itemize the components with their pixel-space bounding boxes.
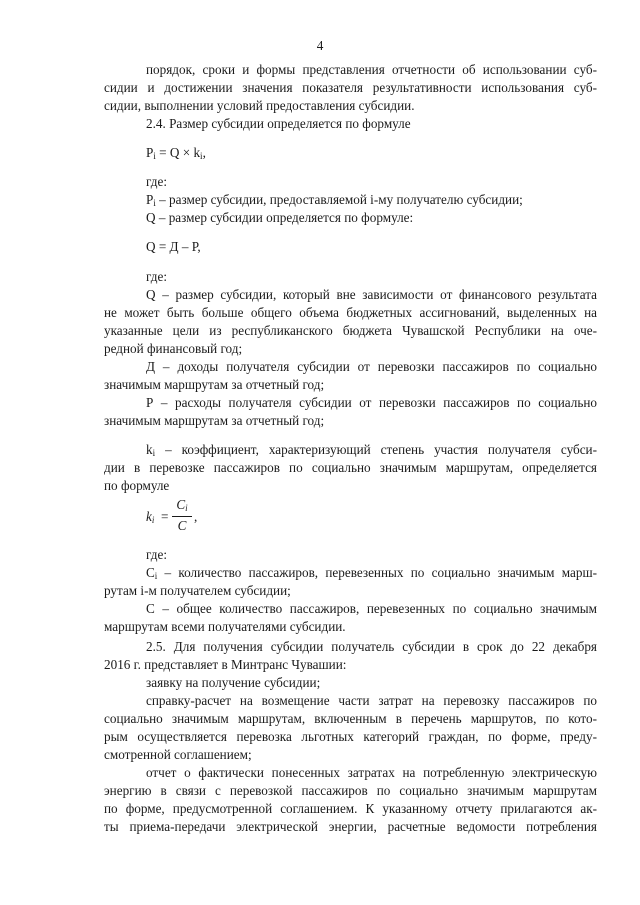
- list-item: справку-расчет на возмещение части затрат на перевозку пассажиров по: [146, 693, 597, 708]
- text-line: дии в перевозке пассажиров по социально значимым маршрутам, определяется: [104, 460, 597, 475]
- list-item: заявку на получение субсидии;: [146, 675, 321, 690]
- text-line: по форме, предусмотренной соглашением. К указанному отчету прилагаются ак-: [104, 801, 597, 816]
- where-label: где:: [146, 547, 167, 562]
- text-line: социально значимым маршрутам, включенным в перечень маршрутов, по кото-: [104, 711, 597, 726]
- page-number: 4: [316, 38, 324, 53]
- list-item: отчет о фактически понесенных затратах на потребленную электрическую: [146, 765, 597, 780]
- definition-pi: $P_i$ – размер субсидии, предоставляемой i-му получателю субсидии;: [146, 192, 523, 208]
- section-2-5: 2.5. Для получения субсидии получатель субсидии в срок до 22 декабря: [146, 639, 597, 654]
- text-line: маршрутам всеми получателями субсидии.: [104, 619, 346, 634]
- text-line: смотренной соглашением;: [104, 747, 252, 762]
- text-line: Д – доходы получателя субсидии от перевозки пассажиров по социально: [146, 359, 597, 374]
- text-line: не может быть больше общего объема бюджетных ассигнований, выделенных на: [104, 305, 597, 320]
- where-label: где:: [146, 174, 167, 189]
- definition-k: $k_i$ – коэффициент, характеризующий степень участия получателя субси-: [146, 442, 597, 458]
- text-line: сидии, выполнении условий предоставления субсидии.: [104, 98, 415, 113]
- text-line: сидии и достижении значения показателя результативности использования суб-: [104, 80, 597, 95]
- text-line: Q – размер субсидии, который вне зависимости от финансового результата: [146, 287, 597, 302]
- text-line: по формуле: [104, 478, 170, 493]
- text-line: редной финансовый год;: [104, 341, 243, 356]
- text-line: ты приема-передачи электрической энергии, расчетные ведомости потребления: [104, 819, 597, 834]
- text-line: С – общее количество пассажиров, перевезенных по социально значимым: [146, 601, 597, 616]
- text-line: указанные цели из республиканского бюджета Чувашской Республики на оче-: [104, 323, 597, 338]
- formula-q: Q = Д – Р,: [146, 239, 201, 254]
- section-2-4: 2.4. Размер субсидии определяется по формуле: [146, 116, 411, 131]
- definition-ci: $C_i$ – количество пассажиров, перевезенных по социально значимым марш-: [146, 565, 597, 581]
- text-line: 2016 г. представляет в Минтранс Чувашии:: [104, 657, 347, 672]
- where-label: где:: [146, 269, 167, 284]
- text-line: энергию в связи с перевозкой пассажиров по социально значимым маршрутам: [104, 783, 597, 798]
- text-line: Р – расходы получателя субсидии от перевозки пассажиров по социально: [146, 395, 597, 410]
- text-line: порядок, сроки и формы представления отчетности об использовании суб-: [146, 62, 597, 77]
- text-line: значимым маршрутам за отчетный год;: [104, 413, 325, 428]
- formula-pi: $P_i = Q \times k_i$,: [146, 145, 206, 161]
- definition-q: Q – размер субсидии определяется по формуле:: [146, 210, 414, 225]
- text-line: значимым маршрутам за отчетный год;: [104, 377, 325, 392]
- formula-k-fraction: $k_i$ = $C_i$ C ,: [146, 497, 198, 533]
- fraction-bar: [172, 516, 192, 517]
- text-line: рым осуществляется перевозка льготных категорий граждан, по форме, преду-: [104, 729, 597, 744]
- text-line: рутам i-м получателем субсидии;: [104, 583, 291, 598]
